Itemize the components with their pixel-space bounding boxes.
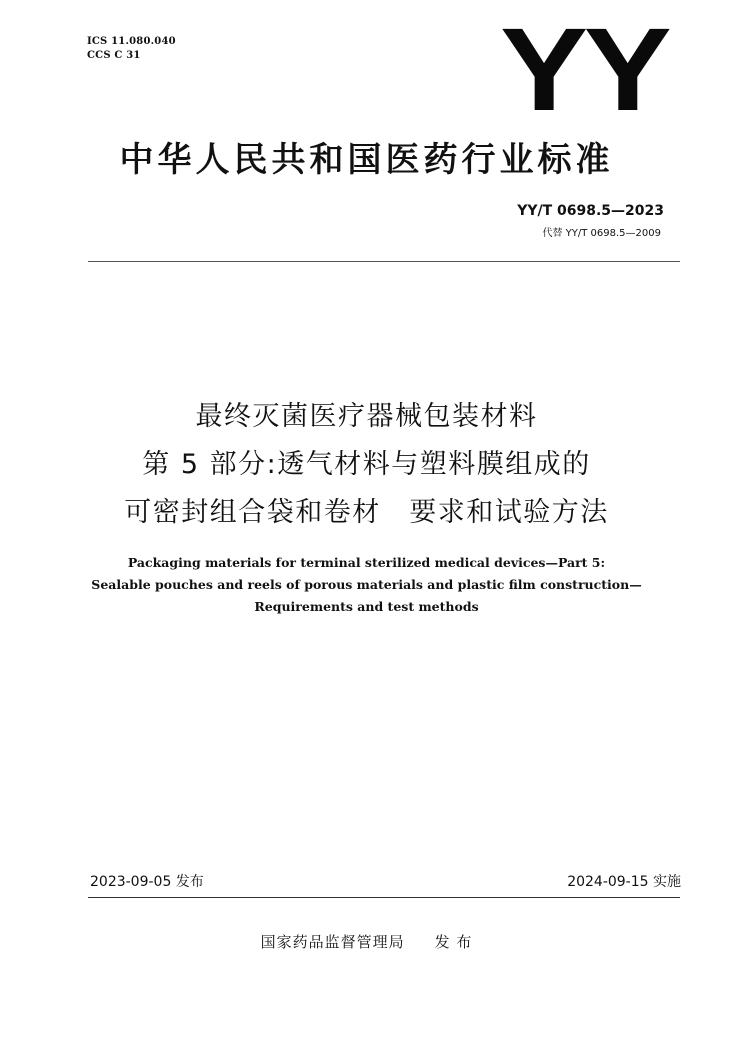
chinese-title-line-2: 第 5 部分:透气材料与塑料膜组成的 [142,449,591,480]
standard-number: YY/T 0698.5—2023 [517,203,664,219]
publish-word: 发 布 [434,933,473,951]
ccs-code: CCS C 31 [87,50,141,61]
publisher-line [0,932,733,952]
yy-logo: YY [500,4,668,136]
classification-codes [87,35,176,63]
chinese-title-line-3: 可密封组合袋和卷材 要求和试验方法 [124,497,609,528]
issue-date: 2023-09-05 发布 [90,874,204,890]
header-divider [88,261,680,262]
chinese-title-line-1: 最终灭菌医疗器械包装材料 [195,401,538,432]
implementation-date: 2024-09-15 实施 [567,874,681,890]
english-title [0,552,733,618]
publisher-name: 国家药品监督管理局 [260,933,405,951]
english-title-line-3: Requirements and test methods [254,599,479,614]
industry-standard-heading: 中华人民共和国医药行业标准 [119,140,614,180]
english-title-line-2: Sealable pouches and reels of porous materials and plastic film construction— [91,577,642,592]
replaces-standard: 代替 YY/T 0698.5—2009 [542,228,661,239]
english-title-line-1: Packaging materials for terminal sterilized medical devices—Part 5: [127,555,606,570]
ics-code: ICS 11.080.040 [87,36,176,47]
footer-divider [88,897,680,898]
chinese-title [0,393,733,537]
